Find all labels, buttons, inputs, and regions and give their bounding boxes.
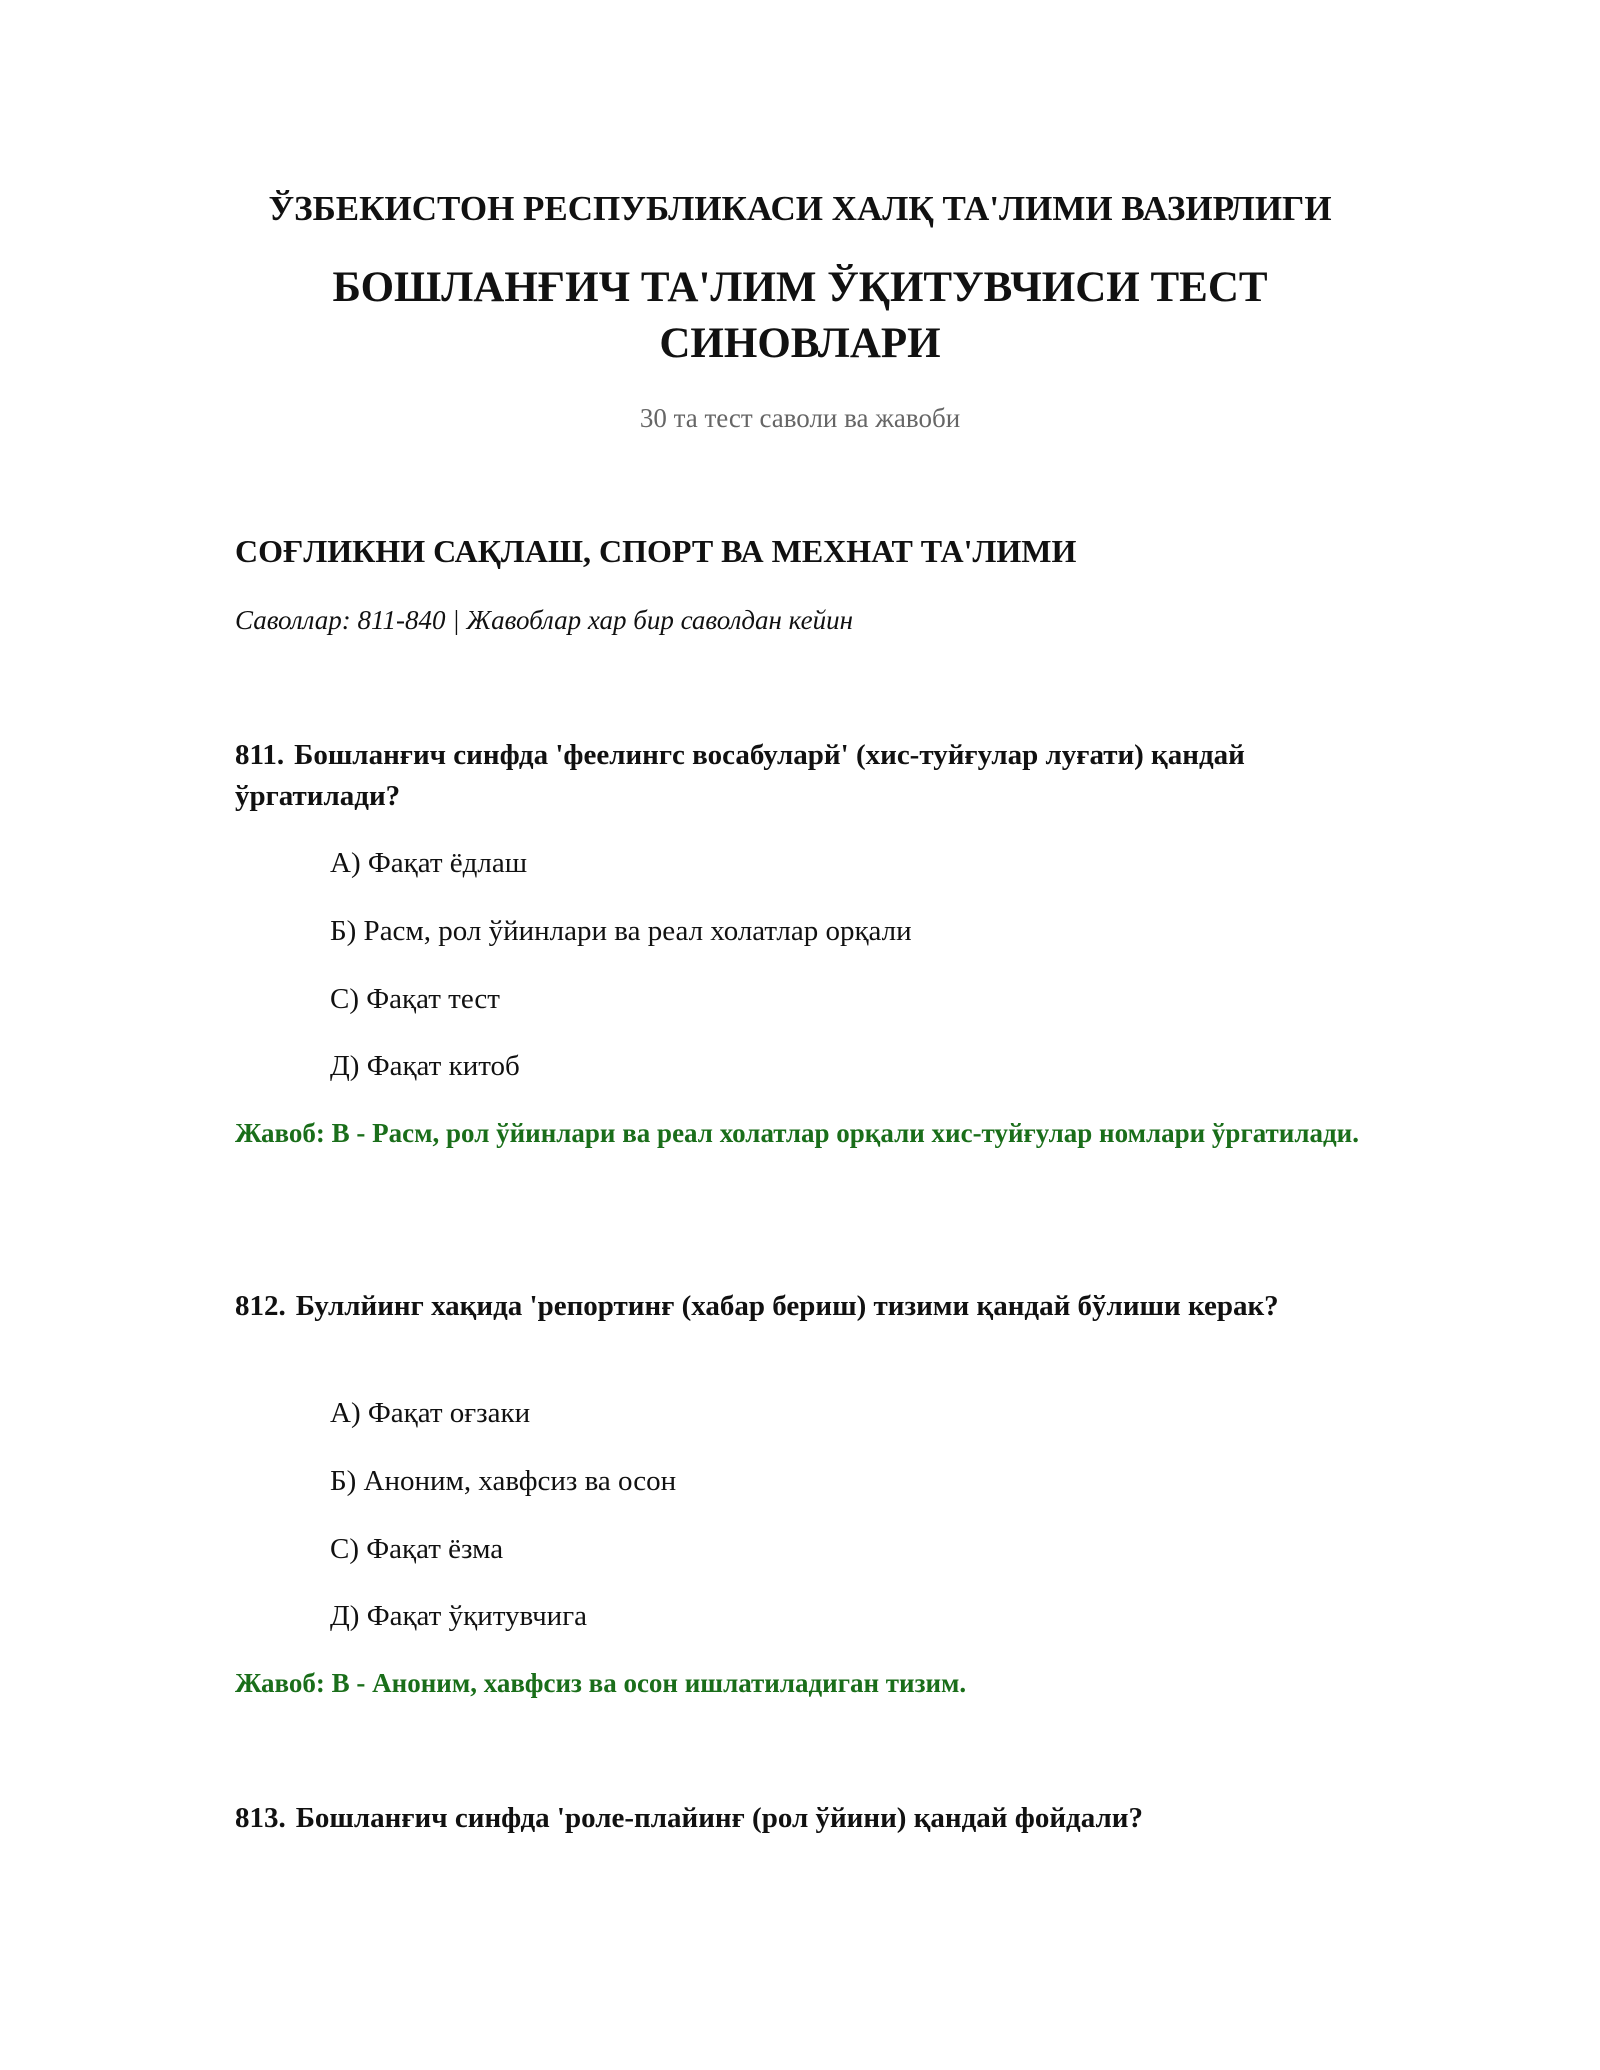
- option-a: А) Фақат ёдлаш: [330, 847, 528, 879]
- option-b: Б) Расм, рол ўйинлари ва реал холатлар орқали: [330, 915, 912, 947]
- page-title: БОШЛАНҒИЧ ТА'ЛИМ ЎҚИТУВЧИСИ ТЕСТ СИНОВЛАРИ: [332, 264, 1268, 367]
- option-d: Д) Фақат ўқитувчига: [330, 1600, 587, 1632]
- question-number: 811.: [235, 739, 285, 771]
- organization-title: ЎЗБЕКИСТОН РЕСПУБЛИКАСИ ХАЛҚ ТА'ЛИМИ ВАЗИРЛИГИ: [268, 189, 1332, 228]
- option-a: А) Фақат оғзаки: [330, 1397, 531, 1429]
- question-text: [235, 1798, 1375, 1839]
- question-body: Буллйинг хақида 'репортинғ (хабар бериш) тизими қандай бўлиши керак?: [295, 1290, 1279, 1322]
- section-title: СОҒЛИКНИ САҚЛАШ, СПОРТ ВА МЕХНАТ ТА'ЛИМИ: [235, 533, 1077, 569]
- option-c: С) Фақат тест: [330, 983, 500, 1015]
- answer-text: Жавоб: В - Аноним, хавфсиз ва осон ишлатиладиган тизим.: [235, 1668, 967, 1698]
- question-812: [235, 1286, 1375, 1698]
- question-number: 813.: [235, 1802, 286, 1834]
- answer-text: Жавоб: В - Расм, рол ўйинлари ва реал холатлар орқали хис-туйғулар номлари ўргатилади.: [235, 1118, 1359, 1148]
- question-number: 812.: [235, 1290, 286, 1322]
- question-text: [235, 1286, 1375, 1327]
- question-811: [235, 735, 1375, 1148]
- page-subtitle: 30 та тест саволи ва жавоби: [639, 403, 961, 433]
- question-body: Бошланғич синфда 'роле-плайинғ (рол ўйини) қандай фойдали?: [295, 1802, 1143, 1834]
- question-813: [235, 1798, 1375, 1839]
- option-d: Д) Фақат китоб: [330, 1050, 520, 1082]
- option-b: Б) Аноним, хавфсиз ва осон: [330, 1465, 677, 1497]
- section-meta: Саволлар: 811-840 | Жавоблар хар бир саволдан кейин: [235, 605, 854, 635]
- question-text: [235, 735, 1375, 817]
- option-c: С) Фақат ёзма: [330, 1533, 504, 1565]
- question-body: Бошланғич синфда 'феелингс восабуларй' (хис-туйғулар луғати) қандай ўргатилади?: [235, 739, 1245, 812]
